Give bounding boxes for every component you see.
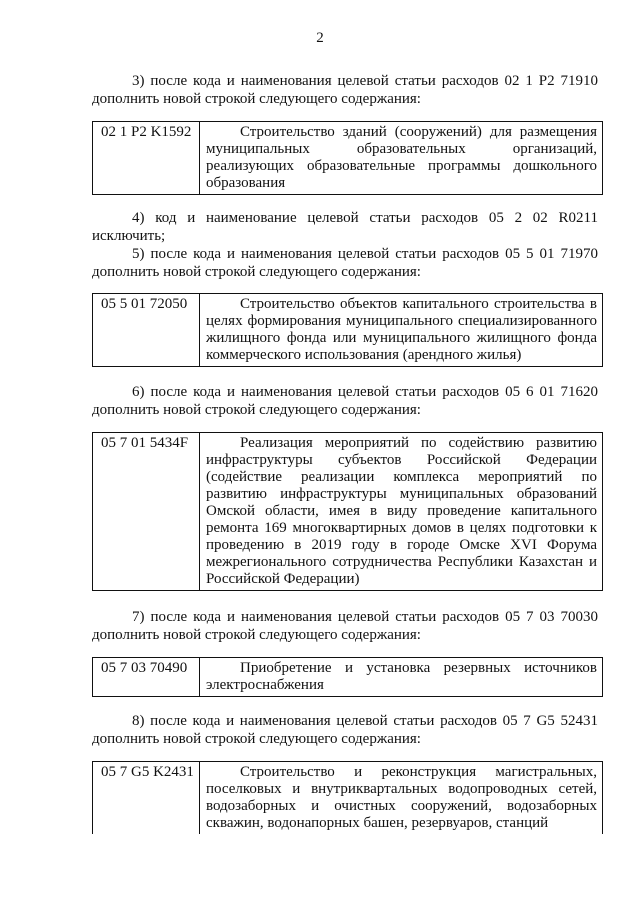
paragraph-line: дополнить новой строкой следующего содержания: [92,402,421,418]
description-text: Приобретение и установка резервных источников электроснабжения [206,660,597,693]
paragraph-line: дополнить новой строкой следующего содержания: [92,264,421,280]
table-row [93,762,603,835]
code-cell: 05 7 01 5434F [93,433,200,591]
description-text: Реализация мероприятий по содействию развитию инфраструктуры субъектов Российской Федерации (содействие реализации комплекса мероприятий по развитию инфраструктуры муниципальных образований Омской области, имея в виду проведение капитального ремонта 169 многоквартирных домов в целях подготовки к проведению в 2019 году в городе Омске XVI Форума межрегионального сотрудничества Республики Казахстан и Российской Федерации) [206,435,597,587]
description-cell [200,122,603,195]
code-table-item-7 [92,657,603,697]
description-cell [200,294,603,367]
paragraph-item-7 [92,608,598,644]
paragraph-line: 8) после кода и наименования целевой статьи расходов 05 7 G5 52431 [132,713,598,729]
paragraph-item-6 [92,383,598,419]
code-table-item-3 [92,121,603,195]
code-cell: 02 1 Р2 K1592 [93,122,200,195]
paragraph-item-4 [92,209,598,245]
table-row [93,294,603,367]
paragraph-line: дополнить новой строкой следующего содержания: [92,91,421,107]
table-row [93,658,603,697]
paragraph-line: 3) после кода и наименования целевой статьи расходов 02 1 Р2 71910 [132,73,598,89]
description-text: Строительство и реконструкция магистральных, поселковых и внутриквартальных водопроводных сетей, водозаборных и очистных сооружений, водозаборных скважин, водонапорных башен, резервуаров, станций [206,764,597,831]
code-cell: 05 7 G5 K2431 [93,762,200,835]
code-cell: 05 7 03 70490 [93,658,200,697]
code-table-item-6 [92,432,603,591]
paragraph-line: 7) после кода и наименования целевой статьи расходов 05 7 03 70030 [132,609,598,625]
table-row [93,122,603,195]
code-cell: 05 5 01 72050 [93,294,200,367]
description-text: Строительство зданий (сооружений) для размещения муниципальных образовательных организаций, реализующих образовательные программы дошкольного образования [206,124,597,191]
table-row [93,433,603,591]
paragraph-line: 4) код и наименование целевой статьи расходов 05 2 02 R0211 [132,210,598,226]
paragraph-line: дополнить новой строкой следующего содержания: [92,731,421,747]
page-number: 2 [316,30,324,46]
description-cell [200,433,603,591]
description-cell [200,762,603,835]
code-table-item-5 [92,293,603,367]
paragraph-line: 6) после кода и наименования целевой статьи расходов 05 6 01 71620 [132,384,598,400]
paragraph-item-8 [92,712,598,748]
paragraph-item-5 [92,245,598,281]
code-table-item-8 [92,761,603,834]
paragraph-line: дополнить новой строкой следующего содержания: [92,627,421,643]
paragraph-line: исключить; [92,228,166,244]
description-text: Строительство объектов капитального строительства в целях формирования муниципального специализированного жилищного фонда или муниципального жилищного фонда коммерческого использования (арендного жилья) [206,296,597,363]
description-cell [200,658,603,697]
paragraph-line: 5) после кода и наименования целевой статьи расходов 05 5 01 71970 [132,246,598,262]
paragraph-item-3 [92,72,598,108]
